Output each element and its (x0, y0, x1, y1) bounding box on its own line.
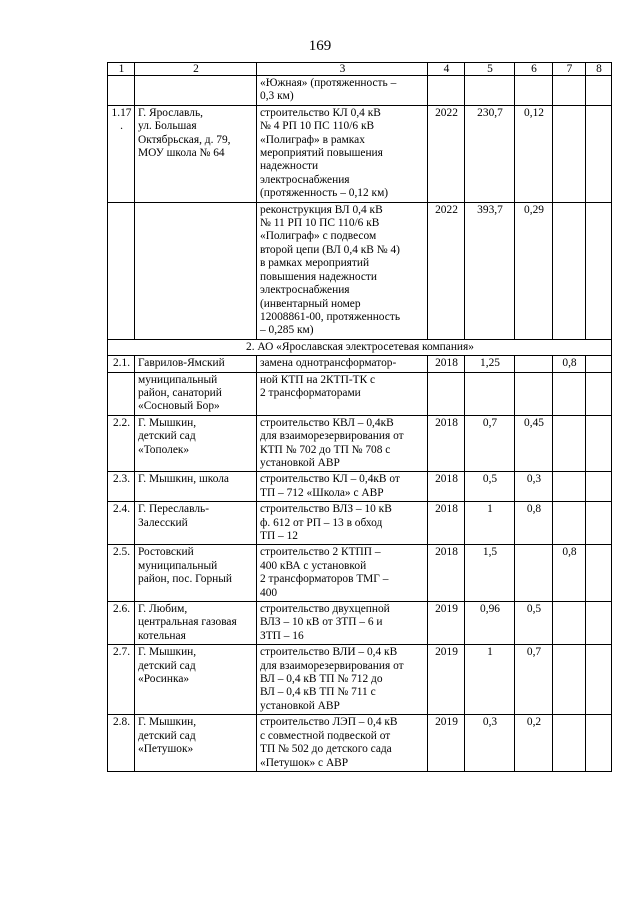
location-cell-line: котельная (138, 629, 186, 642)
work-description-cell-line: 2 трансформаторов ТМГ – (260, 573, 389, 586)
location-cell (135, 545, 257, 602)
location-cell-line: Октябрьская, д. 79, (138, 133, 231, 146)
work-description-cell-line: (инвентарный номер (260, 297, 361, 310)
header-cell: 1 (108, 63, 135, 76)
row-number-cell: 2.8. (108, 715, 135, 772)
work-description-cell-line: строительство КВЛ – 0,4кВ (260, 416, 394, 429)
year-cell: 2019 (428, 645, 465, 715)
value-col5-cell: 230,7 (465, 105, 515, 202)
header-cell: 7 (553, 63, 586, 76)
work-description-cell-line: реконструкция ВЛ 0,4 кВ (260, 203, 383, 216)
work-description-cell-line: ТП – 712 «Школа» с АВР (260, 486, 384, 499)
value-col7-cell (553, 472, 586, 502)
location-cell-line: детский сад (138, 659, 196, 672)
work-description-cell-line: надежности (260, 160, 319, 173)
location-cell-line: «Тополек» (138, 443, 190, 456)
work-description-cell-line: строительство ВЛЗ – 10 кВ (260, 503, 392, 516)
value-col6-cell: 0,12 (515, 105, 553, 202)
work-description-cell-line: установкой АВР (260, 699, 340, 712)
value-col8-cell (586, 105, 612, 202)
location-cell-line: Г. Мышкин, школа (138, 473, 229, 486)
location-cell-line: Г. Мышкин, (138, 716, 197, 729)
value-col5-cell: 1,25 (465, 356, 515, 372)
table-row (108, 472, 612, 502)
work-description-cell-line: ВЛ – 0,4 кВ ТП № 711 с (260, 686, 376, 699)
work-description-cell-line: – 0,285 км) (260, 324, 314, 337)
table-row (108, 105, 612, 202)
table-row (108, 602, 612, 645)
section-row (108, 339, 612, 355)
location-cell (135, 76, 257, 106)
table-row (108, 415, 612, 472)
value-col5-cell: 0,5 (465, 472, 515, 502)
work-description-cell-line: для взаиморезервирования от (260, 430, 404, 443)
row-number-cell (108, 372, 135, 415)
row-number-cell: 2.3. (108, 472, 135, 502)
value-col6-cell (515, 356, 553, 372)
value-col8-cell (586, 356, 612, 372)
location-cell (135, 202, 257, 339)
work-description-cell-line: 2 трансформаторами (260, 386, 361, 399)
table-row (108, 202, 612, 339)
location-cell-line: Гаврилов-Ямский (138, 357, 225, 370)
work-description-cell-line: КТП № 702 до ТП № 708 с (260, 443, 391, 456)
value-col5-cell: 1 (465, 645, 515, 715)
value-col5-cell (465, 76, 515, 106)
work-description-cell-line: «Полиграф» в рамках (260, 133, 365, 146)
work-description-cell-line: установкой АВР (260, 456, 340, 469)
location-cell-line: Г. Переславль- (138, 503, 210, 516)
location-cell (135, 472, 257, 502)
location-cell (135, 645, 257, 715)
year-cell: 2018 (428, 545, 465, 602)
table-row (108, 715, 612, 772)
work-description-cell-line: в рамках мероприятий (260, 257, 370, 270)
location-cell-line: «Сосновый Бор» (138, 400, 220, 413)
row-number-cell: 2.2. (108, 415, 135, 472)
value-col7-cell (553, 105, 586, 202)
header-cell: 6 (515, 63, 553, 76)
table-row (108, 545, 612, 602)
location-cell-line: муниципальный (138, 373, 218, 386)
work-description-cell-line: строительство двухцепной (260, 603, 390, 616)
value-col6-cell (515, 76, 553, 106)
value-col8-cell (586, 415, 612, 472)
row-number-cell: 2.4. (108, 502, 135, 545)
location-cell-line: Г. Мышкин, (138, 416, 197, 429)
header-cell: 3 (257, 63, 428, 76)
table-row (108, 372, 612, 415)
value-col7-cell (553, 76, 586, 106)
year-cell: 2019 (428, 602, 465, 645)
location-cell-line: Залесский (138, 516, 188, 529)
year-cell: 2022 (428, 202, 465, 339)
year-cell: 2018 (428, 472, 465, 502)
value-col7-cell (553, 372, 586, 415)
location-cell-line: «Петушок» (138, 743, 194, 756)
work-description-cell-line: строительство КЛ 0,4 кВ (260, 106, 381, 119)
work-description-cell-line: ВЛ – 0,4 кВ ТП № 712 до (260, 673, 383, 686)
value-col6-cell (515, 372, 553, 415)
value-col8-cell (586, 645, 612, 715)
year-cell: 2018 (428, 415, 465, 472)
work-description-cell (257, 415, 428, 472)
value-col7-cell (553, 202, 586, 339)
value-col8-cell (586, 76, 612, 106)
value-col7-cell (553, 602, 586, 645)
work-description-cell-line: строительство ВЛИ – 0,4 кВ (260, 646, 398, 659)
value-col7-cell: 0,8 (553, 545, 586, 602)
table-row (108, 645, 612, 715)
work-description-cell-line: 400 кВА с установкой (260, 559, 367, 572)
work-description-cell (257, 645, 428, 715)
location-cell-line: ул. Большая (138, 120, 197, 133)
header-cell: 2 (135, 63, 257, 76)
work-description-cell (257, 372, 428, 415)
value-col6-cell: 0,8 (515, 502, 553, 545)
work-description-cell-line: 12008861-00, протяженность (260, 310, 401, 323)
work-description-cell (257, 105, 428, 202)
work-description-cell-line: ф. 612 от РП – 13 в обход (260, 516, 383, 529)
location-cell-line: детский сад (138, 430, 196, 443)
work-description-cell (257, 472, 428, 502)
work-description-cell (257, 76, 428, 106)
value-col6-cell: 0,45 (515, 415, 553, 472)
location-cell-line: Г. Ярославль, (138, 106, 204, 119)
value-col6-cell: 0,3 (515, 472, 553, 502)
value-col8-cell (586, 602, 612, 645)
location-cell-line: детский сад (138, 729, 196, 742)
value-col8-cell (586, 202, 612, 339)
value-col8-cell (586, 372, 612, 415)
work-description-cell-line: 400 (260, 586, 278, 599)
work-description-cell-line: электроснабжения (260, 284, 350, 297)
location-cell (135, 602, 257, 645)
location-cell-line: Ростовский (138, 546, 194, 559)
work-description-cell-line: «Петушок» с АВР (260, 756, 349, 769)
work-description-cell (257, 202, 428, 339)
value-col8-cell (586, 545, 612, 602)
row-number-cell: 2.6. (108, 602, 135, 645)
work-description-cell-line: строительство 2 КТПП – (260, 546, 381, 559)
work-description-cell-line: «Полиграф» с подвесом (260, 230, 377, 243)
work-description-cell-line: ЗТП – 16 (260, 629, 304, 642)
value-col5-cell: 1 (465, 502, 515, 545)
location-cell-line: Г. Мышкин, (138, 646, 197, 659)
location-cell (135, 415, 257, 472)
work-description-cell-line: «Южная» (протяженность – (260, 77, 397, 89)
work-description-cell-line: с совместной подвеской от (260, 729, 391, 742)
value-col7-cell (553, 502, 586, 545)
value-col6-cell: 0,5 (515, 602, 553, 645)
work-description-cell-line: ной КТП на 2КТП-ТК с (260, 373, 376, 386)
value-col7-cell: 0,8 (553, 356, 586, 372)
work-description-cell-line: (протяженность – 0,12 км) (260, 187, 389, 200)
work-description-cell-line: электроснабжения (260, 173, 350, 186)
header-cell: 4 (428, 63, 465, 76)
work-description-cell (257, 502, 428, 545)
table-row (108, 356, 612, 372)
work-description-cell-line: ВЛЗ – 10 кВ от ЗТП – 6 и (260, 616, 383, 629)
work-description-cell-line: № 11 РП 10 ПС 110/6 кВ (260, 217, 380, 230)
location-cell-line: муниципальный (138, 559, 218, 572)
year-cell (428, 76, 465, 106)
row-number-cell: 2.1. (108, 356, 135, 372)
location-cell-line: МОУ школа № 64 (138, 147, 225, 160)
year-cell (428, 372, 465, 415)
work-description-cell-line: замена однотрансформатор- (260, 357, 397, 370)
location-cell-line: район, пос. Горный (138, 573, 232, 586)
value-col7-cell (553, 645, 586, 715)
year-cell: 2018 (428, 356, 465, 372)
value-col6-cell (515, 545, 553, 602)
row-number-cell: 2.5. (108, 545, 135, 602)
location-cell (135, 372, 257, 415)
year-cell: 2019 (428, 715, 465, 772)
work-description-cell-line: мероприятий повышения (260, 147, 383, 160)
work-description-cell-line: строительство ЛЭП – 0,4 кВ (260, 716, 398, 729)
location-cell (135, 105, 257, 202)
value-col5-cell: 393,7 (465, 202, 515, 339)
work-description-cell (257, 545, 428, 602)
location-cell-line: «Росинка» (138, 673, 190, 686)
work-description-cell (257, 602, 428, 645)
header-cell: 5 (465, 63, 515, 76)
location-cell (135, 715, 257, 772)
location-cell (135, 356, 257, 372)
work-description-cell-line: ТП № 502 до детского сада (260, 743, 392, 756)
investment-table (107, 62, 612, 772)
value-col5-cell (465, 372, 515, 415)
value-col5-cell: 0,7 (465, 415, 515, 472)
value-col7-cell (553, 415, 586, 472)
value-col8-cell (586, 715, 612, 772)
year-cell: 2018 (428, 502, 465, 545)
location-cell-line: центральная газовая (138, 616, 237, 629)
row-number-cell (108, 76, 135, 106)
work-description-cell-line: для взаиморезервирования от (260, 659, 404, 672)
row-number-cell: 1.17. (108, 105, 135, 202)
value-col6-cell: 0,7 (515, 645, 553, 715)
work-description-cell-line: № 4 РП 10 ПС 110/6 кВ (260, 120, 375, 133)
work-description-cell-line: строительство КЛ – 0,4кВ от (260, 473, 400, 486)
value-col7-cell (553, 715, 586, 772)
table-row (108, 76, 612, 106)
header-cell: 8 (586, 63, 612, 76)
work-description-cell-line: повышения надежности (260, 270, 378, 283)
work-description-cell-line: ТП – 12 (260, 530, 298, 542)
table-row (108, 502, 612, 545)
year-cell: 2022 (428, 105, 465, 202)
location-cell (135, 502, 257, 545)
row-number-cell: 2.7. (108, 645, 135, 715)
value-col5-cell: 0,3 (465, 715, 515, 772)
value-col6-cell: 0,2 (515, 715, 553, 772)
value-col5-cell: 0,96 (465, 602, 515, 645)
page-number: 169 (308, 38, 332, 54)
value-col5-cell: 1,5 (465, 545, 515, 602)
row-number-cell (108, 202, 135, 339)
value-col8-cell (586, 472, 612, 502)
work-description-cell (257, 356, 428, 372)
work-description-cell-line: второй цепи (ВЛ 0,4 кВ № 4) (260, 243, 400, 256)
section-title: 2. АО «Ярославская электросетевая компания» (108, 339, 612, 355)
work-description-cell (257, 715, 428, 772)
location-cell-line: Г. Любим, (138, 603, 188, 616)
table-header-row (108, 63, 612, 76)
location-cell-line: район, санаторий (138, 386, 222, 399)
value-col6-cell: 0,29 (515, 202, 553, 339)
value-col8-cell (586, 502, 612, 545)
work-description-cell-line: 0,3 км) (260, 90, 294, 103)
